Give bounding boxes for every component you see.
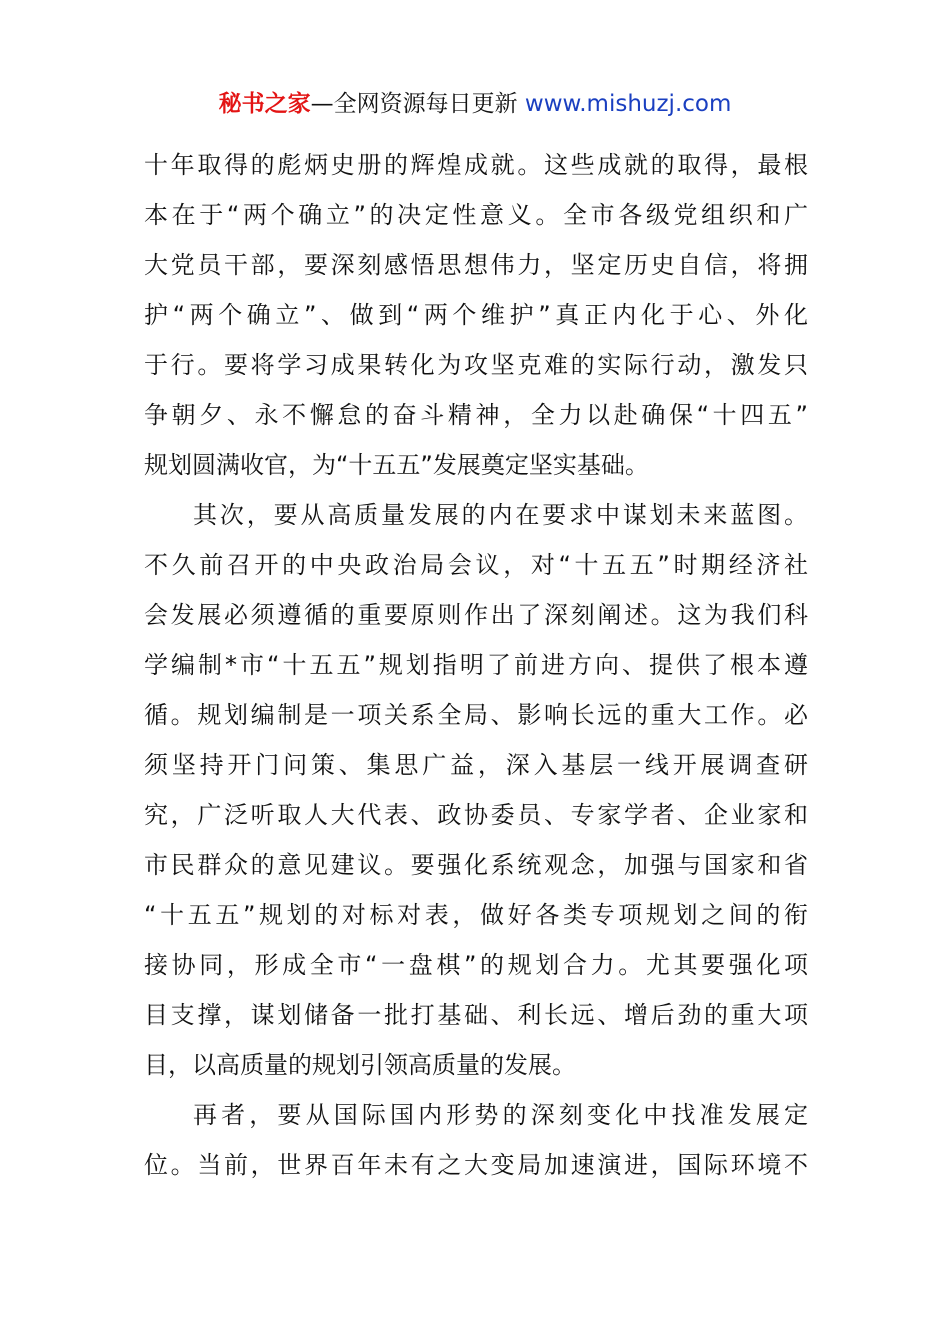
text-line: 市民群众的意见建议。要强化系统观念，加强与国家和省 [144, 851, 808, 879]
text-line: 于行。要将学习成果转化为攻坚克难的实际行动，激发只 [144, 351, 808, 379]
text-line: “十五五”规划的对标对表，做好各类专项规划之间的衔 [144, 901, 808, 929]
text-line: 争朝夕、永不懈怠的奋斗精神，全力以赴确保“十四五” [144, 401, 808, 429]
text-line: 循。规划编制是一项关系全局、影响长远的重大工作。必 [144, 701, 808, 729]
text-line: 学编制*市“十五五”规划指明了前进方向、提供了根本遵 [144, 651, 808, 679]
header-brand: 秘书之家 [218, 91, 311, 117]
text-line: 大党员干部，要深刻感悟思想伟力，坚定历史自信，将拥 [144, 251, 808, 279]
paragraph-first-line: 再者，要从国际国内形势的深刻变化中找准发展定 [193, 1101, 808, 1129]
text-line: 本在于“两个确立”的决定性意义。全市各级党组织和广 [144, 201, 808, 229]
text-line: 十年取得的彪炳史册的辉煌成就。这些成就的取得，最根 [144, 151, 808, 179]
paragraph-first-line: 其次，要从高质量发展的内在要求中谋划未来蓝图。 [193, 501, 808, 529]
text-line: 规划圆满收官，为“十五五”发展奠定坚实基础。 [144, 451, 649, 479]
text-line: 目，以高质量的规划引领高质量的发展。 [144, 1051, 576, 1079]
text-line: 护“两个确立”、做到“两个维护”真正内化于心、外化 [144, 301, 808, 329]
header-url-link[interactable]: www.mishuzj.com [524, 91, 732, 117]
text-line: 接协同，形成全市“一盘棋”的规划合力。尤其要强化项 [144, 951, 808, 979]
header-tagline: —全网资源每日更新 [310, 91, 525, 117]
text-line: 目支撑，谋划储备一批打基础、利长远、增后劲的重大项 [144, 1001, 808, 1029]
text-line: 不久前召开的中央政治局会议，对“十五五”时期经济社 [144, 551, 808, 579]
text-line: 须坚持开门问策、集思广益，深入基层一线开展调查研 [144, 751, 808, 779]
text-line: 位。当前，世界百年未有之大变局加速演进，国际环境不 [144, 1151, 808, 1179]
text-line: 会发展必须遵循的重要原则作出了深刻阐述。这为我们科 [144, 601, 808, 629]
text-line: 究，广泛听取人大代表、政协委员、专家学者、企业家和 [144, 801, 808, 829]
